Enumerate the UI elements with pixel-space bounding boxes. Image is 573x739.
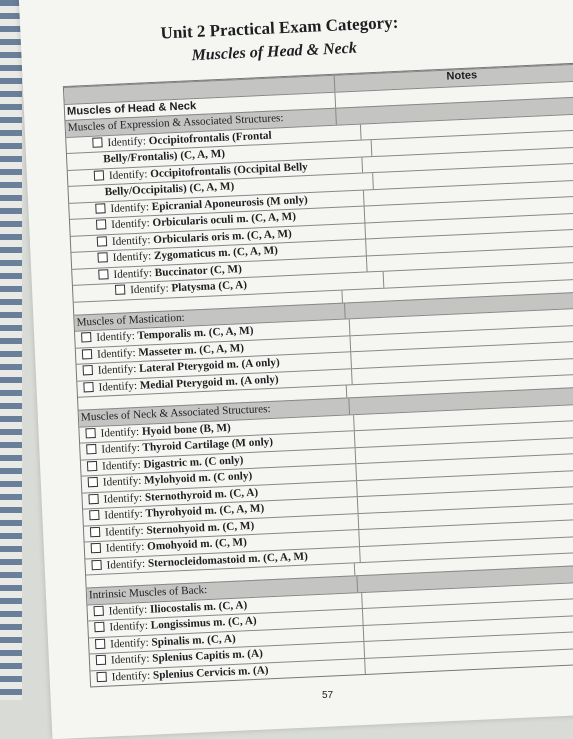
list-item: Identify: Splenius Capitis m. (A): [90, 630, 573, 670]
checkbox[interactable]: [88, 493, 98, 503]
list-item: Identify: Orbicularis oculi m. (C, A, M): [70, 195, 573, 235]
list-item: Identify: Occipitofrontalis (Occipital Belly: [68, 146, 573, 186]
list-item: Identify: Temporalis m. (C, A, M): [75, 307, 573, 347]
checkbox[interactable]: [94, 622, 104, 632]
checkbox[interactable]: [86, 444, 96, 454]
list-item: Identify: Splenius Cervicis m. (A): [90, 646, 573, 686]
list-item: Identify: Masseter m. (C, A, M): [76, 323, 573, 363]
checkbox[interactable]: [93, 605, 103, 615]
checkbox[interactable]: [91, 543, 101, 553]
list-item: Identify: Orbicularis oris m. (C, A, M): [71, 212, 573, 252]
list-item: Identify: Sternocleidomastoid m. (C, A, M): [85, 534, 573, 574]
list-item-continuation: Belly/Occipitalis) (C, A, M): [68, 162, 573, 202]
notes-header: Notes: [446, 69, 478, 83]
checkbox[interactable]: [89, 510, 99, 520]
list-item-continuation: Belly/Frontalis) (C, A, M): [67, 129, 573, 169]
checkbox[interactable]: [88, 477, 98, 487]
checkbox[interactable]: [83, 381, 93, 391]
list-item: Identify: Platysma (C, A): [73, 261, 573, 301]
checkbox[interactable]: [96, 219, 106, 229]
list-item: Identify: Occipitofrontalis (Frontal: [66, 113, 573, 153]
page-subtitle: Muscles of Head & Neck: [191, 39, 358, 65]
list-item: Identify: Medial Pterygoid m. (A only): [77, 356, 573, 396]
checkbox[interactable]: [115, 284, 125, 294]
checkbox[interactable]: [97, 252, 107, 262]
checkbox[interactable]: [91, 559, 101, 569]
section-heading: Muscles of Neck & Associated Structures:: [79, 398, 350, 426]
checklist-table: [63, 62, 573, 687]
list-item: Identify: Digastric m. (C only): [81, 435, 573, 475]
list-item: Identify: Omohyoid m. (C, M): [85, 518, 573, 558]
checkbox[interactable]: [82, 349, 92, 359]
checkbox[interactable]: [83, 365, 93, 375]
checkbox[interactable]: [95, 203, 105, 213]
checkbox[interactable]: [96, 671, 106, 681]
list-item: Identify: Buccinator (C, M): [72, 245, 573, 285]
spiral-binding: [0, 0, 22, 700]
list-item: Identify: Sternothyroid m. (C, A): [82, 468, 573, 508]
list-item: Identify: Longissimus m. (C, A): [88, 597, 573, 637]
checkbox[interactable]: [90, 526, 100, 536]
section-heading: Muscles of Mastication:: [74, 303, 345, 331]
checkbox[interactable]: [87, 460, 97, 470]
section-heading: Intrinsic Muscles of Back:: [87, 576, 358, 604]
section-heading: Muscles of Expression & Associated Structures:: [65, 109, 336, 137]
page-number: 57: [322, 690, 334, 701]
list-item: Identify: Epicranial Aponeurosis (M only): [69, 179, 573, 219]
list-item: Identify: Hyoid bone (B, M): [79, 402, 573, 442]
checkbox[interactable]: [96, 655, 106, 665]
checkbox[interactable]: [97, 236, 107, 246]
list-item: Identify: Spinalis m. (C, A): [89, 613, 573, 653]
checkbox[interactable]: [85, 427, 95, 437]
checkbox[interactable]: [98, 269, 108, 279]
checkbox[interactable]: [95, 638, 105, 648]
list-item: Identify: Thyrohyoid m. (C, A, M): [83, 485, 573, 525]
page-title: Unit 2 Practical Exam Category:: [160, 12, 399, 43]
checkbox[interactable]: [92, 137, 102, 147]
list-item: Identify: Thyroid Cartilage (M only): [80, 419, 573, 459]
list-item: Identify: Sternohyoid m. (C, M): [84, 501, 573, 541]
checkbox[interactable]: [94, 170, 104, 180]
list-item: Identify: Zygomaticus m. (C, A, M): [71, 228, 573, 268]
checkbox[interactable]: [81, 332, 91, 342]
list-item: Identify: Mylohyoid m. (C only): [82, 452, 573, 492]
list-item: Identify: Iliocostalis m. (C, A): [87, 580, 573, 620]
category-heading: Muscles of Head & Neck: [65, 92, 336, 120]
worksheet-page: [18, 0, 573, 739]
list-item: Identify: Lateral Pterygoid m. (A only): [76, 340, 573, 380]
